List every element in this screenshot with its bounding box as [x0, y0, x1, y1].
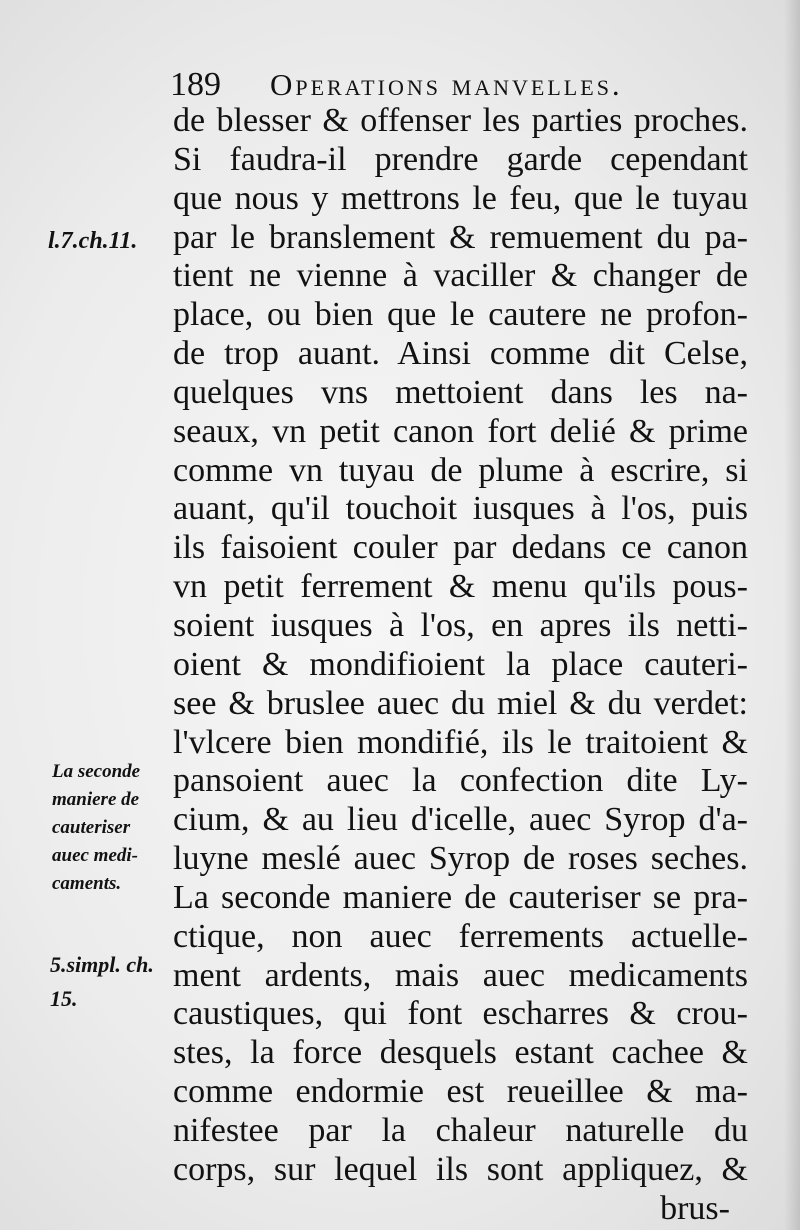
- text-line: par le branslement & remuement du pa-: [173, 218, 748, 256]
- margin-side-note: [52, 758, 172, 898]
- text-line: ils faisoient couler par dedans ce canon: [173, 529, 748, 567]
- text-line: La seconde maniere de cauteriser se pra-: [173, 878, 748, 916]
- text-line: stes, la force desquels estant cachee &: [173, 1034, 748, 1072]
- page-edge-shadow: [784, 0, 800, 1230]
- text-line: cium, & au lieu d'icelle, auec Syrop d'a-: [173, 801, 748, 839]
- catchword: brus-: [660, 1189, 730, 1227]
- text-line: l'vlcere bien mondifié, ils le traitoient &: [173, 723, 748, 761]
- text-line: caustiques, qui font escharres & crou-: [173, 995, 748, 1033]
- text-line: oient & mondifioient la place cauteri-: [173, 645, 748, 683]
- text-line: comme endormie est reueillee & ma-: [173, 1073, 748, 1111]
- margin-reference-2-line: 5.simpl. ch.: [50, 952, 154, 977]
- text-line: ment ardents, mais auec medicaments: [173, 956, 748, 994]
- text-line: place, ou bien que le cautere ne profon-: [173, 296, 748, 334]
- margin-reference-2: [50, 948, 154, 1016]
- text-line: de trop auant. Ainsi comme dit Celse,: [173, 335, 748, 373]
- text-line: quelques vns mettoient dans les na-: [173, 373, 748, 411]
- text-line: pansoient auec la confection dite Ly-: [173, 762, 748, 800]
- page-number: 189: [170, 66, 221, 103]
- margin-reference-2-line: 15.: [50, 986, 78, 1011]
- text-line: seaux, vn petit canon fort delié & prime: [173, 412, 748, 450]
- text-line: de blesser & offenser les parties proches.: [173, 102, 748, 139]
- margin-side-note-line: cauteriser: [52, 817, 131, 838]
- text-line: que nous y mettrons le feu, que le tuyau: [173, 179, 748, 217]
- text-line: luyne meslé auec Syrop de roses seches.: [173, 840, 748, 878]
- margin-side-note-line: auec medi-: [52, 845, 139, 866]
- text-line: corps, sur lequel ils sont appliquez, &: [173, 1150, 748, 1188]
- margin-side-note-line: maniere de: [52, 789, 140, 810]
- text-line: vn petit ferrement & menu qu'ils pous-: [173, 568, 748, 606]
- margin-side-note-line: La seconde: [52, 761, 141, 782]
- text-line: tient ne vienne à vaciller & changer de: [173, 257, 748, 295]
- body-text: [173, 102, 748, 1228]
- text-line: nifestee par la chaleur naturelle du: [173, 1111, 748, 1149]
- text-line: soient iusques à l'os, en apres ils netti-: [173, 606, 748, 644]
- text-line: ctique, non auec ferrements actuelle-: [173, 917, 748, 955]
- text-line: comme vn tuyau de plume à escrire, si: [173, 451, 748, 489]
- margin-reference-1: l.7.ch.11.: [48, 228, 138, 254]
- text-line: Si faudra-il prendre garde cependant: [173, 140, 748, 178]
- text-line: auant, qu'il touchoit iusques à l'os, puis: [173, 490, 748, 528]
- margin-side-note-line: caments.: [52, 873, 122, 894]
- text-line: see & bruslee auec du miel & du verdet:: [173, 684, 748, 722]
- running-head: Operations manvelles.: [270, 67, 623, 102]
